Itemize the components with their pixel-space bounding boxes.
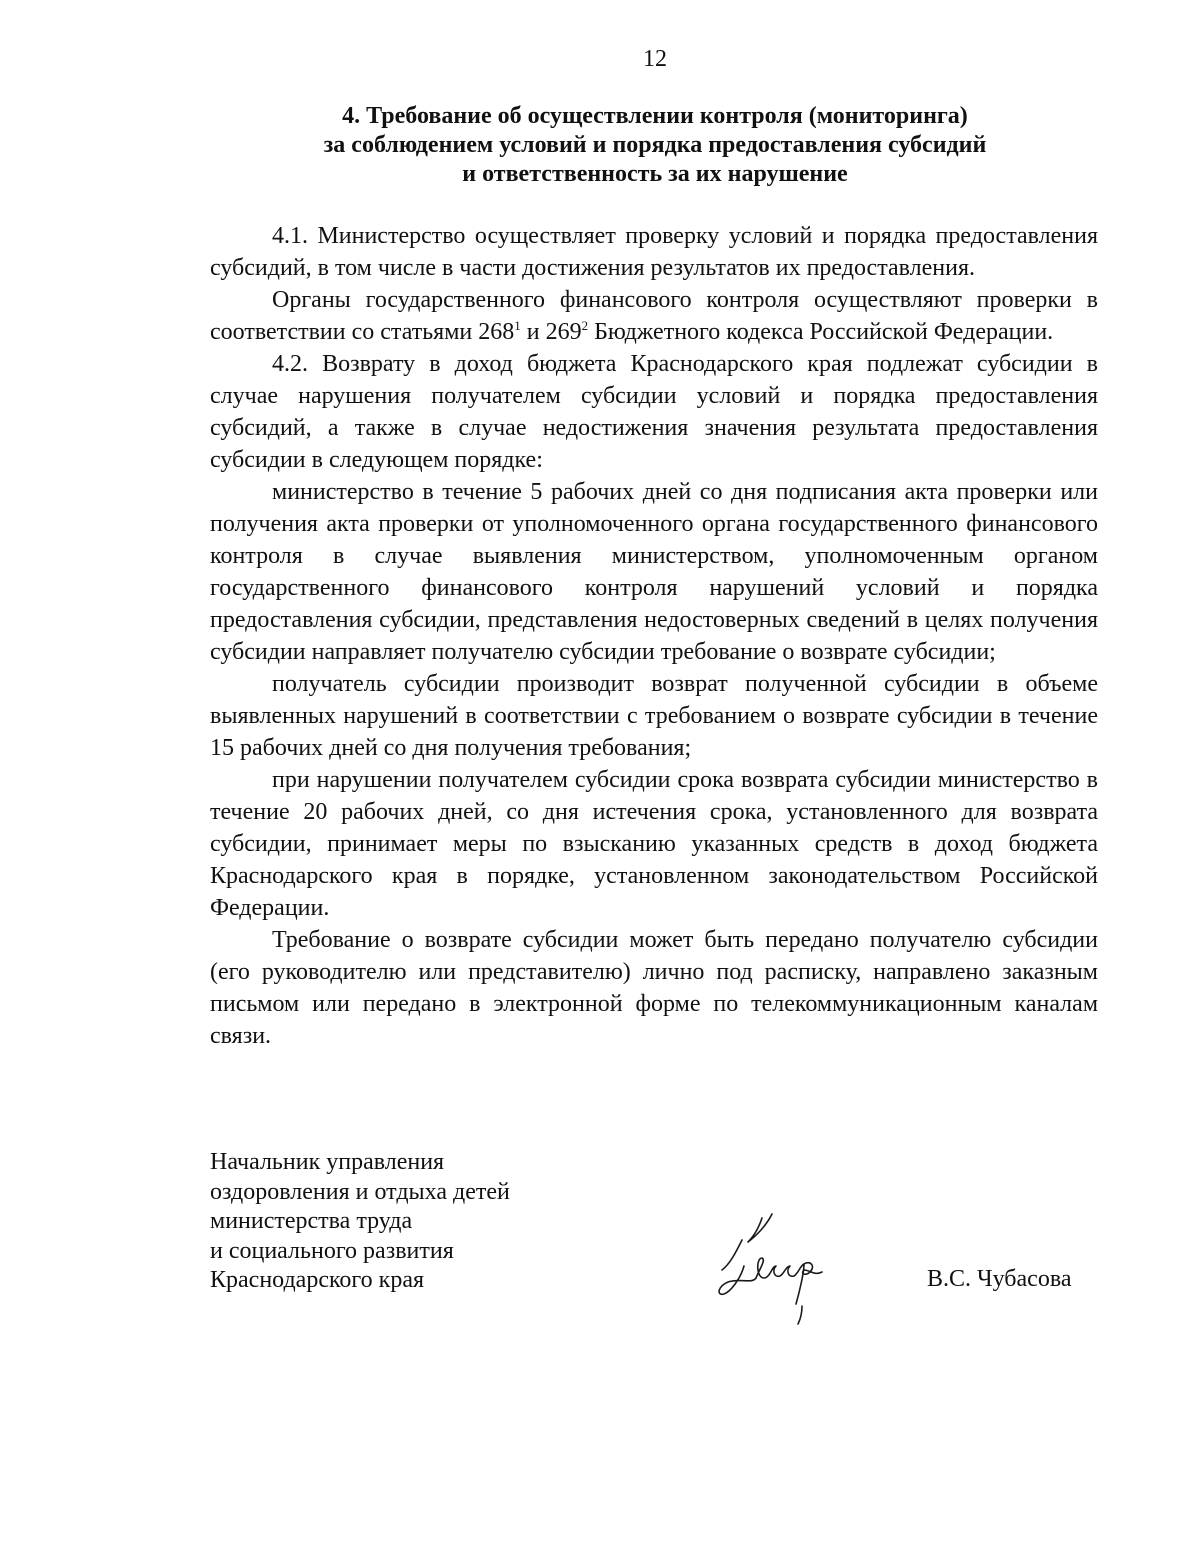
handwritten-signature — [700, 1208, 860, 1328]
paragraph-recipient-return: получатель субсидии производит возврат полученной субсидии в объеме выявленных нарушений в соответствии с требованием о возврате субсидии в течение 15 рабочих дней со дня получения требования; — [210, 671, 1098, 761]
signatory-line-1: Начальник управления — [210, 1149, 445, 1175]
paragraph-recovery-measures: при нарушении получателем субсидии срока возврата субсидии министерство в течение 20 рабочих дней, со дня истечения срока, установленного для возврата субсидии, принимает меры по взысканию указанных средств в доход бюджета Краснодарского края в порядке, установленном законодательством Российской Федерации. — [210, 767, 1098, 921]
signatory-line-5: Краснодарского края — [210, 1267, 425, 1293]
paragraph-demand-delivery: Требование о возврате субсидии может быть передано получателю субсидии (его руководителю или представителю) лично под расписку, направлено заказным письмом или передано в электронной форме по телекоммуникационным каналам связи. — [210, 927, 1098, 1049]
superscript: 1 — [514, 318, 521, 333]
signatory-line-2: оздоровления и отдыха детей — [210, 1178, 510, 1205]
paragraph-financial-control — [210, 284, 1098, 348]
section-heading — [210, 102, 1100, 189]
superscript: 2 — [581, 318, 589, 333]
heading-line-1: 4. Требование об осуществлении контроля (мониторинга) — [342, 103, 968, 129]
signatory-line-3: министерства труда — [210, 1208, 413, 1234]
signatory-title — [210, 1148, 510, 1296]
signer-name: В.С. Чубасова — [927, 1266, 1072, 1292]
document-body — [210, 220, 1098, 1052]
heading-line-3: и ответственность за их нарушение — [462, 161, 848, 187]
paragraph-4-2: 4.2. Возврату в доход бюджета Краснодарского края подлежат субсидии в случае нарушения получателем субсидии условий и порядка предоставления субсидий, а также в случае недостижения значения результата предоставления субсидии в следующем порядке: — [210, 351, 1098, 473]
paragraph-ministry-demand: министерство в течение 5 рабочих дней со дня подписания акта проверки или получения акта проверки от уполномоченного органа государственного финансового контроля в случае выявления министерством, уполномоченным органом государственного финансового контроля нарушений условий и порядка предоставления субсидии, представления недостоверных сведений в целях получения субсидии направляет получателю субсидии требование о возврате субсидии; — [210, 479, 1098, 665]
paragraph-text: Органы государственного финансового контроля осуществляют проверки в соответствии со статьями 268 — [210, 287, 1098, 345]
heading-line-2: за соблюдением условий и порядка предоставления субсидий — [323, 132, 987, 158]
page-number: 12 — [643, 46, 667, 72]
signatory-line-4: и социального развития — [210, 1237, 454, 1264]
paragraph-4-1: 4.1. Министерство осуществляет проверку условий и порядка предоставления субсидий, в том числе в части достижения результатов их предоставления. — [210, 223, 1098, 281]
paragraph-text: Бюджетного кодекса Российской Федерации. — [588, 319, 1054, 345]
paragraph-text: и 269 — [520, 319, 582, 345]
